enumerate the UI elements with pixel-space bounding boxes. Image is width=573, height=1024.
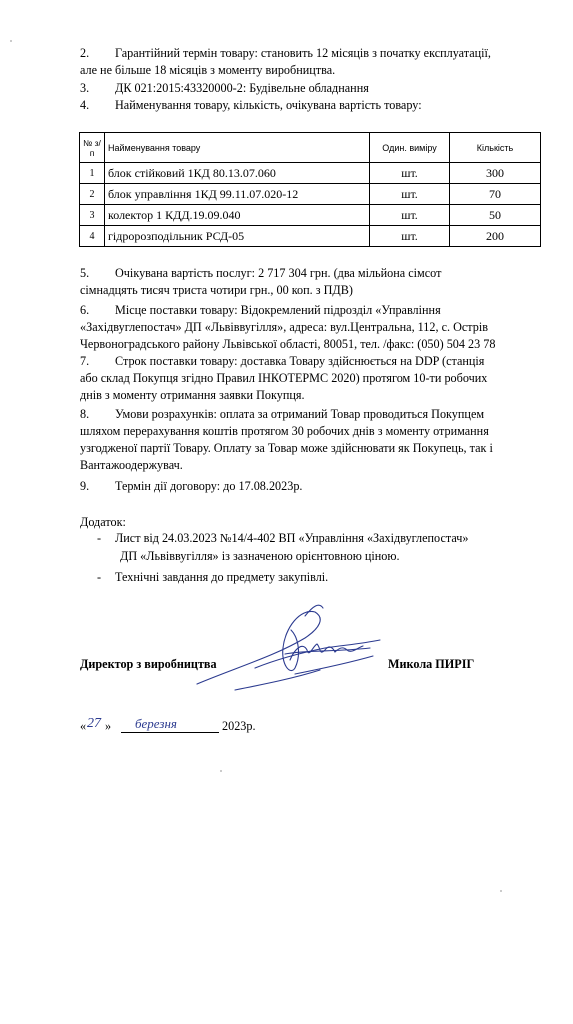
header-num: № з/п — [80, 133, 105, 163]
row-num: 1 — [80, 163, 105, 184]
goods-table — [79, 132, 541, 247]
item-number: 4. — [80, 98, 90, 112]
p8-line4: Вантажоодержувач. — [80, 458, 183, 472]
row-num: 4 — [80, 226, 105, 247]
table-row — [80, 184, 541, 205]
p9-text: Термін дії договору: до 17.08.2023р. — [115, 479, 303, 493]
row-unit: шт. — [370, 163, 450, 184]
p6-line2: «Західвуглепостач» ДП «Львіввугілля», адреса: вул.Центральна, 112, с. Острів — [80, 320, 489, 334]
row-num: 2 — [80, 184, 105, 205]
annex-item1-line2: ДП «Львіввугілля» із зазначеною орієнтовною ціною. — [120, 549, 400, 563]
item-number: 3. — [80, 81, 90, 95]
date-year: 2023р. — [222, 719, 256, 733]
p7-line3: днів з моменту отримання заявки Покупця. — [80, 388, 305, 402]
annex-dash: - — [97, 531, 102, 545]
p8-line1: Умови розрахунків: оплата за отриманий Товар проводиться Покупцем — [115, 407, 485, 421]
row-unit: шт. — [370, 226, 450, 247]
date-open-quote: « — [80, 719, 87, 733]
p7-line1: Строк поставки товару: доставка Товару здійснюється на DDP (станція — [115, 354, 485, 368]
row-qty: 50 — [450, 205, 541, 226]
p8-number: 8. — [80, 407, 90, 421]
p7-line2: або склад Покупця згідно Правил ІНКОТЕРМС 2020) протягом 10-ти робочих — [80, 371, 488, 385]
p6-line1: Місце поставки товару: Відокремлений підрозділ «Управління — [115, 303, 441, 317]
row-name: блок стійковий 1КД 80.13.07.060 — [105, 163, 370, 184]
scan-speck — [500, 890, 502, 892]
scan-speck — [220, 770, 222, 772]
handwritten-signature — [195, 598, 395, 698]
signature-position: Директор з виробництва — [80, 657, 217, 671]
row-unit: шт. — [370, 205, 450, 226]
row-name: колектор 1 КДД.19.09.040 — [105, 205, 370, 226]
row-unit: шт. — [370, 184, 450, 205]
row-qty: 300 — [450, 163, 541, 184]
annex-item1-line1: Лист від 24.03.2023 №14/4-402 ВП «Управління «Західвуглепостач» — [115, 531, 469, 545]
p8-line3: узгодженої партії Товару. Оплату за Товар може здійснювати як Покупець, так і — [80, 441, 493, 455]
p8-line2: шляхом перерахування коштів протягом 30 робочих днів з моменту отримання — [80, 424, 489, 438]
header-name: Найменування товару — [105, 133, 370, 163]
item-number: 2. — [80, 46, 90, 60]
header-unit: Один. виміру — [370, 133, 450, 163]
signature-name: Микола ПИРІГ — [388, 657, 475, 671]
header-qty: Кількість — [450, 133, 541, 163]
annex-item2: Технічні завдання до предмету закупівлі. — [115, 570, 329, 584]
row-num: 3 — [80, 205, 105, 226]
item-text: Гарантійний термін товару: становить 12 місяців з початку експлуатації, — [115, 46, 491, 60]
table-row — [80, 163, 541, 184]
row-qty: 200 — [450, 226, 541, 247]
item-text: але не більше 18 місяців з моменту виробництва. — [80, 63, 336, 77]
row-name: гідророзподільник РСД-05 — [105, 226, 370, 247]
item-text: Найменування товару, кількість, очікувана вартість товару: — [115, 98, 422, 112]
date-month: березня — [135, 716, 177, 731]
p5-line2: сімнадцять тисяч триста чотири грн., 00 коп. з ПДВ) — [80, 283, 353, 297]
date-close-quote: » — [105, 719, 112, 733]
annex-title: Додаток: — [80, 515, 126, 529]
date-day: 27 — [87, 716, 101, 731]
p9-number: 9. — [80, 479, 90, 493]
p6-line3: Червоноградського району Львівської області, 80051, тел. /факс: (050) 504 23 78 — [80, 337, 496, 351]
p6-number: 6. — [80, 303, 90, 317]
date-month-underline — [121, 732, 219, 733]
item-text: ДК 021:2015:43320000-2: Будівельне обладнання — [115, 81, 369, 95]
table-row — [80, 205, 541, 226]
table-header-row — [80, 133, 541, 163]
p5-line1: Очікувана вартість послуг: 2 717 304 грн. (два мільйона сімсот — [115, 266, 442, 280]
p7-number: 7. — [80, 354, 90, 368]
p5-number: 5. — [80, 266, 90, 280]
scan-speck — [10, 40, 12, 42]
row-qty: 70 — [450, 184, 541, 205]
row-name: блок управління 1КД 99.11.07.020-12 — [105, 184, 370, 205]
table-row — [80, 226, 541, 247]
annex-dash: - — [97, 570, 102, 584]
